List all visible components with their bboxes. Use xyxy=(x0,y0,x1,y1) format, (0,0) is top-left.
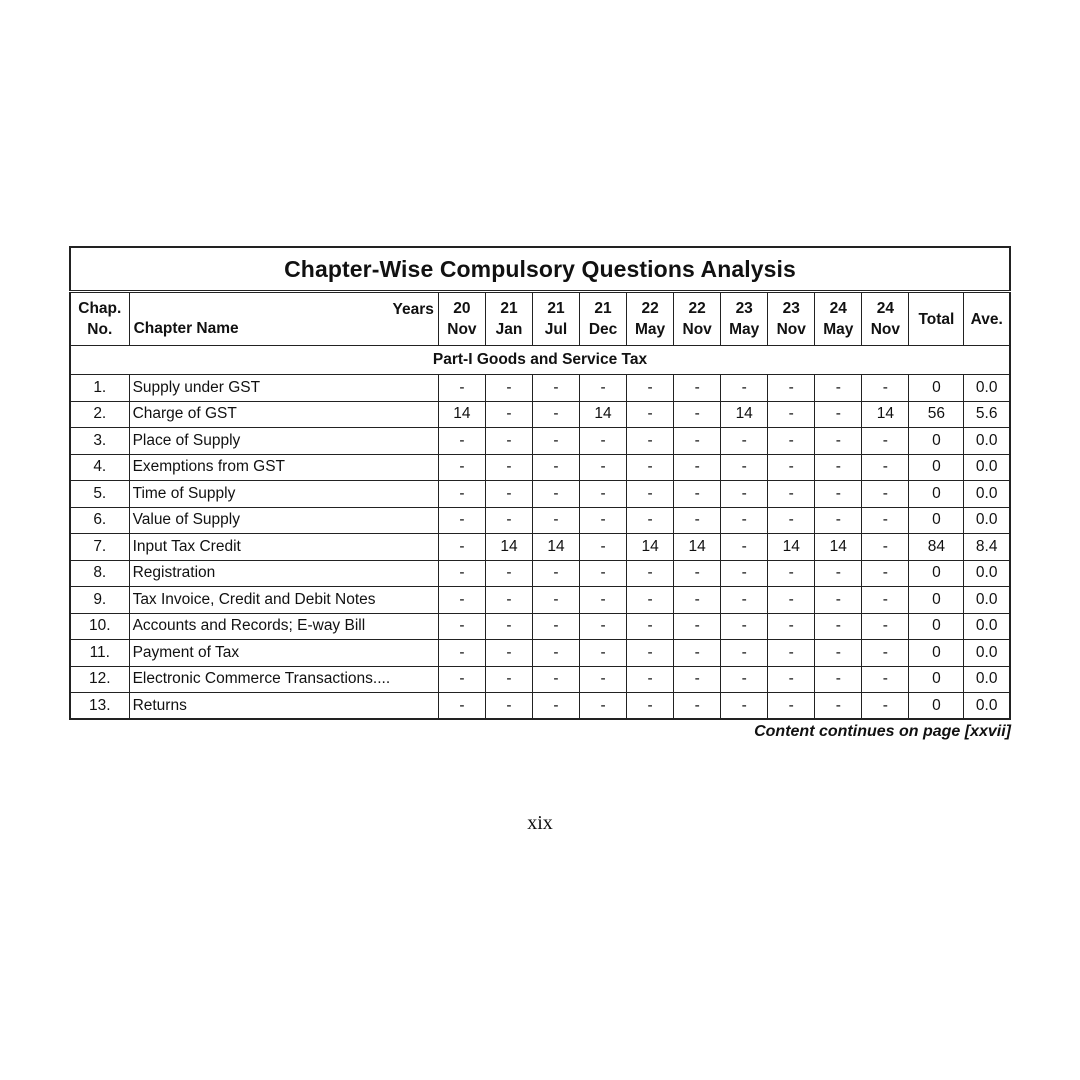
header-row xyxy=(70,292,1010,346)
marks-cell: - xyxy=(674,666,721,693)
marks-cell: - xyxy=(438,587,485,614)
marks-cell: - xyxy=(438,560,485,587)
average-header: Ave. xyxy=(964,292,1010,346)
exam-header xyxy=(580,292,627,346)
marks-cell: - xyxy=(674,560,721,587)
total-cell: 0 xyxy=(909,613,964,640)
average-cell: 0.0 xyxy=(964,454,1010,481)
marks-cell: - xyxy=(485,693,532,720)
chapter-name-cell: Electronic Commerce Transactions.... xyxy=(129,666,438,693)
marks-cell: 14 xyxy=(532,534,579,561)
marks-cell: - xyxy=(862,640,909,667)
chapter-number-cell: 9. xyxy=(70,587,129,614)
marks-cell: - xyxy=(815,507,862,534)
marks-cell: - xyxy=(580,428,627,455)
marks-cell: - xyxy=(815,666,862,693)
analysis-table xyxy=(69,290,1011,720)
marks-cell: - xyxy=(627,693,674,720)
marks-cell: - xyxy=(862,666,909,693)
table-title: Chapter-Wise Compulsory Questions Analysis xyxy=(284,255,796,282)
total-cell: 0 xyxy=(909,560,964,587)
marks-cell: - xyxy=(532,428,579,455)
marks-cell: - xyxy=(721,534,768,561)
average-cell: 0.0 xyxy=(964,587,1010,614)
section-body xyxy=(70,346,1010,375)
exam-header xyxy=(721,292,768,346)
exam-year: 22 xyxy=(641,300,659,317)
exam-header xyxy=(627,292,674,346)
marks-cell: - xyxy=(815,454,862,481)
table-row xyxy=(70,693,1010,720)
chapter-name-cell: Supply under GST xyxy=(129,375,438,402)
table-header xyxy=(70,292,1010,346)
marks-cell: - xyxy=(862,587,909,614)
table-title-box xyxy=(69,246,1011,290)
marks-cell: - xyxy=(580,534,627,561)
marks-cell: - xyxy=(532,507,579,534)
marks-cell: - xyxy=(862,693,909,720)
marks-cell: - xyxy=(721,693,768,720)
chapter-name-cell: Charge of GST xyxy=(129,401,438,428)
chapter-name-label: Chapter Name xyxy=(133,320,239,337)
marks-cell: 14 xyxy=(485,534,532,561)
marks-cell: - xyxy=(721,507,768,534)
marks-cell: - xyxy=(485,507,532,534)
table-row xyxy=(70,666,1010,693)
marks-cell: 14 xyxy=(815,534,862,561)
marks-cell: - xyxy=(532,560,579,587)
chapter-name-cell: Registration xyxy=(129,560,438,587)
marks-cell: - xyxy=(674,587,721,614)
chapter-name-cell: Accounts and Records; E-way Bill xyxy=(129,613,438,640)
marks-cell: - xyxy=(485,401,532,428)
marks-cell: - xyxy=(580,560,627,587)
table-row xyxy=(70,375,1010,402)
years-label: Years xyxy=(392,301,434,318)
exam-month: May xyxy=(729,321,760,338)
average-cell: 0.0 xyxy=(964,666,1010,693)
marks-cell: - xyxy=(580,613,627,640)
average-cell: 5.6 xyxy=(964,401,1010,428)
marks-cell: - xyxy=(862,613,909,640)
marks-cell: - xyxy=(438,693,485,720)
marks-cell: - xyxy=(815,693,862,720)
marks-cell: - xyxy=(532,375,579,402)
table-row xyxy=(70,507,1010,534)
exam-month: Jan xyxy=(495,321,523,338)
marks-cell: - xyxy=(674,454,721,481)
exam-header xyxy=(862,292,909,346)
marks-cell: - xyxy=(862,454,909,481)
marks-cell: - xyxy=(721,375,768,402)
chapter-number-cell: 2. xyxy=(70,401,129,428)
exam-header xyxy=(815,292,862,346)
marks-cell: - xyxy=(580,693,627,720)
marks-cell: - xyxy=(532,613,579,640)
chapter-name-cell: Place of Supply xyxy=(129,428,438,455)
total-cell: 0 xyxy=(909,640,964,667)
exam-header xyxy=(485,292,532,346)
marks-cell: - xyxy=(485,375,532,402)
marks-cell: - xyxy=(438,481,485,508)
marks-cell: - xyxy=(485,613,532,640)
marks-cell: - xyxy=(815,587,862,614)
marks-cell: - xyxy=(438,454,485,481)
chapter-number-cell: 7. xyxy=(70,534,129,561)
marks-cell: - xyxy=(862,375,909,402)
chapter-number-cell: 8. xyxy=(70,560,129,587)
marks-cell: - xyxy=(768,375,815,402)
chapter-number-cell: 5. xyxy=(70,481,129,508)
marks-cell: - xyxy=(580,507,627,534)
exam-year: 22 xyxy=(688,300,706,317)
marks-cell: - xyxy=(532,666,579,693)
chapter-number-cell: 3. xyxy=(70,428,129,455)
marks-cell: - xyxy=(627,640,674,667)
marks-cell: - xyxy=(674,693,721,720)
marks-cell: - xyxy=(627,613,674,640)
total-cell: 0 xyxy=(909,428,964,455)
marks-cell: - xyxy=(768,640,815,667)
marks-cell: - xyxy=(485,481,532,508)
marks-cell: - xyxy=(815,375,862,402)
marks-cell: - xyxy=(580,481,627,508)
chapter-number-cell: 10. xyxy=(70,613,129,640)
average-cell: 0.0 xyxy=(964,375,1010,402)
exam-month: Nov xyxy=(870,321,900,338)
marks-cell: - xyxy=(580,666,627,693)
average-cell: 0.0 xyxy=(964,693,1010,720)
exam-year: 23 xyxy=(782,300,800,317)
marks-cell: - xyxy=(862,560,909,587)
marks-cell: - xyxy=(721,481,768,508)
total-cell: 0 xyxy=(909,481,964,508)
marks-cell: - xyxy=(721,428,768,455)
chapter-number-cell: 13. xyxy=(70,693,129,720)
marks-cell: - xyxy=(485,666,532,693)
marks-cell: - xyxy=(438,428,485,455)
exam-header xyxy=(532,292,579,346)
table-row xyxy=(70,401,1010,428)
marks-cell: - xyxy=(674,640,721,667)
marks-cell: - xyxy=(580,375,627,402)
section-title: Part-I Goods and Service Tax xyxy=(70,346,1010,375)
marks-cell: 14 xyxy=(438,401,485,428)
average-cell: 0.0 xyxy=(964,560,1010,587)
marks-cell: - xyxy=(768,560,815,587)
section-row xyxy=(70,346,1010,375)
marks-cell: - xyxy=(627,428,674,455)
marks-cell: - xyxy=(627,481,674,508)
marks-cell: - xyxy=(674,613,721,640)
exam-year: 21 xyxy=(594,300,612,317)
marks-cell: 14 xyxy=(721,401,768,428)
marks-cell: - xyxy=(815,613,862,640)
table-row xyxy=(70,454,1010,481)
total-cell: 56 xyxy=(909,401,964,428)
marks-cell: - xyxy=(438,507,485,534)
marks-cell: - xyxy=(674,481,721,508)
average-cell: 0.0 xyxy=(964,428,1010,455)
chapter-name-header xyxy=(129,292,438,346)
marks-cell: - xyxy=(438,375,485,402)
total-cell: 0 xyxy=(909,587,964,614)
average-cell: 0.0 xyxy=(964,507,1010,534)
total-header: Total xyxy=(909,292,964,346)
chapter-name-cell: Time of Supply xyxy=(129,481,438,508)
marks-cell: - xyxy=(768,693,815,720)
marks-cell: - xyxy=(862,481,909,508)
exam-year: 24 xyxy=(829,300,847,317)
marks-cell: - xyxy=(532,640,579,667)
exam-month: Nov xyxy=(776,321,806,338)
marks-cell: - xyxy=(580,640,627,667)
marks-cell: - xyxy=(532,481,579,508)
marks-cell: 14 xyxy=(627,534,674,561)
marks-cell: - xyxy=(862,428,909,455)
exam-header xyxy=(768,292,815,346)
marks-cell: - xyxy=(815,401,862,428)
marks-cell: - xyxy=(768,666,815,693)
marks-cell: - xyxy=(627,507,674,534)
table-row xyxy=(70,481,1010,508)
average-cell: 8.4 xyxy=(964,534,1010,561)
table-row xyxy=(70,640,1010,667)
exam-month: Jul xyxy=(544,321,568,338)
marks-cell: - xyxy=(815,481,862,508)
continuation-note: Content continues on page [xxvii] xyxy=(754,723,1011,740)
marks-cell: - xyxy=(674,507,721,534)
average-cell: 0.0 xyxy=(964,613,1010,640)
total-cell: 0 xyxy=(909,454,964,481)
marks-cell: - xyxy=(768,454,815,481)
marks-cell: - xyxy=(768,587,815,614)
marks-cell: - xyxy=(627,666,674,693)
marks-cell: - xyxy=(721,666,768,693)
marks-cell: - xyxy=(485,640,532,667)
total-cell: 0 xyxy=(909,666,964,693)
marks-cell: - xyxy=(768,428,815,455)
total-cell: 0 xyxy=(909,693,964,720)
exam-year: 21 xyxy=(500,300,518,317)
marks-cell: - xyxy=(768,481,815,508)
table-row xyxy=(70,534,1010,561)
exam-year: 20 xyxy=(453,300,471,317)
marks-cell: - xyxy=(721,613,768,640)
exam-header xyxy=(674,292,721,346)
table-row xyxy=(70,613,1010,640)
marks-cell: - xyxy=(485,428,532,455)
exam-year: 24 xyxy=(876,300,894,317)
chapter-name-cell: Payment of Tax xyxy=(129,640,438,667)
exam-year: 23 xyxy=(735,300,753,317)
chap-no-header xyxy=(70,292,129,346)
total-cell: 84 xyxy=(909,534,964,561)
chap-no-label-line2: No. xyxy=(87,321,113,338)
chapter-number-cell: 1. xyxy=(70,375,129,402)
marks-cell: - xyxy=(438,534,485,561)
marks-cell: - xyxy=(721,560,768,587)
marks-cell: - xyxy=(627,401,674,428)
marks-cell: - xyxy=(485,560,532,587)
marks-cell: - xyxy=(438,640,485,667)
marks-cell: - xyxy=(532,693,579,720)
chapter-name-cell: Tax Invoice, Credit and Debit Notes xyxy=(129,587,438,614)
marks-cell: - xyxy=(674,428,721,455)
marks-cell: - xyxy=(768,507,815,534)
marks-cell: 14 xyxy=(580,401,627,428)
marks-cell: - xyxy=(815,428,862,455)
chapter-name-cell: Exemptions from GST xyxy=(129,454,438,481)
marks-cell: 14 xyxy=(768,534,815,561)
marks-cell: - xyxy=(532,587,579,614)
exam-year: 21 xyxy=(547,300,565,317)
chapter-number-cell: 4. xyxy=(70,454,129,481)
chapter-number-cell: 12. xyxy=(70,666,129,693)
marks-cell: - xyxy=(580,454,627,481)
average-cell: 0.0 xyxy=(964,640,1010,667)
marks-cell: - xyxy=(627,560,674,587)
page-number: xix xyxy=(527,812,553,834)
average-cell: 0.0 xyxy=(964,481,1010,508)
marks-cell: 14 xyxy=(674,534,721,561)
marks-cell: - xyxy=(627,587,674,614)
total-cell: 0 xyxy=(909,375,964,402)
marks-cell: - xyxy=(438,666,485,693)
marks-cell: - xyxy=(674,401,721,428)
marks-cell: - xyxy=(674,375,721,402)
marks-cell: - xyxy=(768,613,815,640)
exam-month: May xyxy=(635,321,666,338)
exam-month: May xyxy=(823,321,854,338)
marks-cell: - xyxy=(438,613,485,640)
marks-cell: - xyxy=(627,375,674,402)
marks-cell: - xyxy=(815,640,862,667)
marks-cell: - xyxy=(721,454,768,481)
exam-month: Nov xyxy=(682,321,712,338)
table-row xyxy=(70,428,1010,455)
marks-cell: - xyxy=(721,587,768,614)
marks-cell: - xyxy=(532,454,579,481)
marks-cell: - xyxy=(862,534,909,561)
exam-header xyxy=(438,292,485,346)
chapter-name-cell: Returns xyxy=(129,693,438,720)
total-cell: 0 xyxy=(909,507,964,534)
marks-cell: - xyxy=(485,587,532,614)
marks-cell: - xyxy=(862,507,909,534)
marks-cell: - xyxy=(580,587,627,614)
table-body xyxy=(70,375,1010,720)
marks-cell: - xyxy=(768,401,815,428)
chapter-name-cell: Value of Supply xyxy=(129,507,438,534)
chapter-number-cell: 11. xyxy=(70,640,129,667)
analysis-table-container xyxy=(69,246,1011,741)
table-row xyxy=(70,587,1010,614)
chapter-name-cell: Input Tax Credit xyxy=(129,534,438,561)
marks-cell: - xyxy=(532,401,579,428)
marks-cell: 14 xyxy=(862,401,909,428)
table-row xyxy=(70,560,1010,587)
marks-cell: - xyxy=(815,560,862,587)
marks-cell: - xyxy=(721,640,768,667)
chap-no-label-line1: Chap. xyxy=(78,300,122,317)
exam-month: Nov xyxy=(447,321,477,338)
marks-cell: - xyxy=(485,454,532,481)
chapter-number-cell: 6. xyxy=(70,507,129,534)
exam-month: Dec xyxy=(588,321,618,338)
marks-cell: - xyxy=(627,454,674,481)
